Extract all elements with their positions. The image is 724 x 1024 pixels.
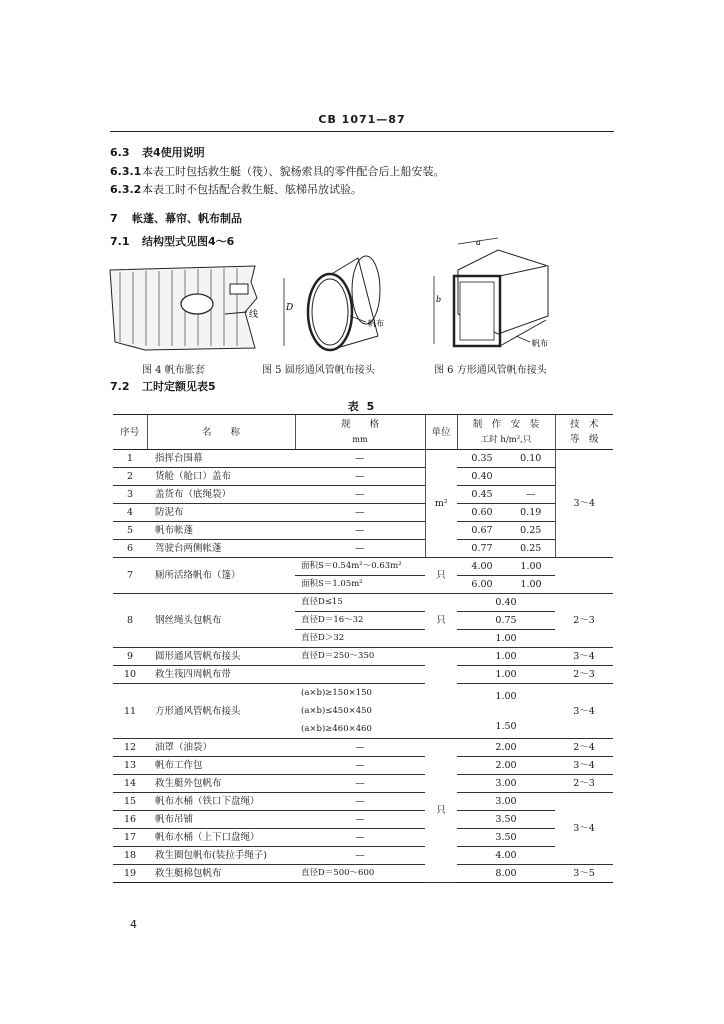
table-row: 18 救生圈包帆布(装拉手绳子) — 4.00 [113,847,613,865]
table-row: 8 钢丝绳头包帆布 直径D≤15 只 0.40 2～3 [113,594,613,612]
section-7-1: 7.1 结构型式见图4～6 [110,235,235,248]
table-header-row [113,415,613,450]
table-row: 7 厕所活络帆布（篷） 面积S＝0.54m²～0.63m² 只 4.00 1.00 [113,558,613,576]
table-row: 直径D＞32 1.00 [113,630,613,648]
section-6-3: 6.3 表4使用说明 [110,146,205,159]
table-row: 6 驾驶台两侧帐蓬 — 0.77 0.25 [113,540,613,558]
figure-6-a-label: a [476,238,481,247]
figure-6-b-label: b [436,295,442,304]
section-6-3-2: 6.3.2本表工时不包括配合救生艇、舷梯吊放试验。 [110,183,362,196]
table-row: 11 方形通风管帆布接头 (a×b)≥150×150 (a×b)≤450×450 (a×b)≥460×460 1.00 1.50 3～4 [113,684,613,739]
document-code: CB 1071—87 [318,113,406,126]
table-row: 直径D＝16～32 0.75 [113,612,613,630]
figure-4-caption: 图 4 帆布胀套 [142,365,205,376]
col-unit: 单位 [425,415,457,450]
table-row: 15 帆布水桶（铁口下盘绳） — 3.00 3～4 [113,793,613,811]
figure-6-caption: 图 6 方形通风管帆布接头 [434,365,547,376]
col-name: 名 称 [147,415,295,450]
section-7: 7 帐蓬、幕帘、帆布制品 [110,212,242,225]
table-row: 9 圆形通风管帆布接头 直径D＝250～350 1.00 3～4 [113,648,613,666]
table-row: 5 帆布帐蓬 — 0.67 0.25 [113,522,613,540]
figure-4-label: 线 [249,310,259,320]
col-spec: 规 格 mm [295,415,425,450]
table-row: 17 帆布水桶（上下口盘绳） — 3.50 [113,829,613,847]
section-6-3-1: 6.3.1本表工时包括救生艇（筏）、貌杨索具的零件配合后上船安装。 [110,165,445,178]
table-5-title: 表 5 [347,400,377,413]
table-row: 13 帆布工作包 — 2.00 3～4 [113,757,613,775]
figure-6-cloth-label: 帆布 [532,339,548,348]
figure-6-square-duct-joint [428,236,568,358]
header-rule [110,131,614,132]
table-row: 2 货舱（舱口）盖布 — 0.40 [113,468,613,486]
figure-5-cloth-label: 帆布 [368,319,384,328]
figure-4-canvas-cover [105,262,265,354]
table-5 [113,414,613,883]
figure-5-d-label: D [286,303,294,313]
table-row: 4 防泥布 — 0.60 0.19 [113,504,613,522]
table-row: 12 油罩（油袋） — 只 2.00 2～4 [113,739,613,757]
figure-5-caption: 图 5 圆形通风管帆布接头 [262,365,375,376]
table-row: 16 帆布吊铺 — 3.50 [113,811,613,829]
col-make: 制 作 安 装 工时 h/m²,只 [457,415,555,450]
table-row: 10 救生筏四周帆布带 1.00 2～3 [113,666,613,684]
table-row: 3 盖货布（底绳袋） — 0.45 — [113,486,613,504]
table-row: 1 指挥台围幕 — m² 0.35 0.10 3～4 [113,450,613,468]
table-row: 19 救生艇棉包帆布 直径D＝500～600 8.00 3～5 [113,865,613,883]
figure-5-round-duct-joint [280,250,410,354]
table-row: 面积S＝1.05m² 6.00 1.00 [113,576,613,594]
table-row: 14 救生艇外包帆布 — 3.00 2～3 [113,775,613,793]
col-no: 序号 [113,415,147,450]
col-tech: 技 术 等 级 [555,415,613,450]
page-number: 4 [130,918,137,931]
section-7-2: 7.2 工时定额见表5 [110,380,216,393]
